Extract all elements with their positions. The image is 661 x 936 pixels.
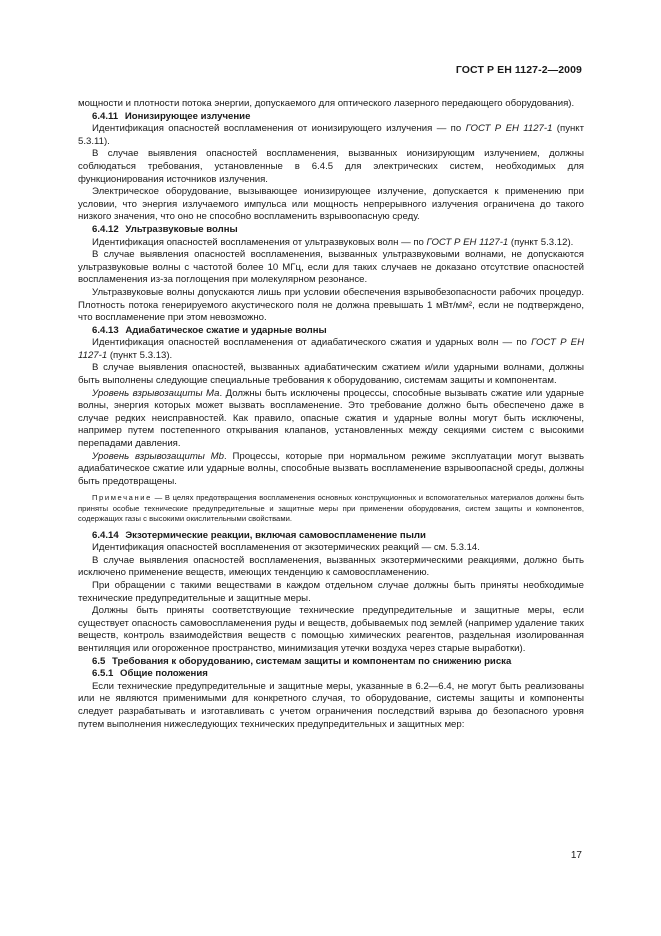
- reference-standard: ГОСТ Р ЕН 1127-1: [465, 123, 553, 135]
- reference-standard: ГОСТ Р ЕН 1127-1: [78, 337, 584, 361]
- section-title: Общие положения: [120, 668, 208, 680]
- paragraph: Ультразвуковые волны допускаются лишь при условии обеспечения взрывобезопасности рабочих процедур. Плотность потока генерируемого акустического поля не должна превышать 1 мВт/мм², если не подтверждено, что воспламенение при этом невозможно.: [78, 286, 584, 324]
- protection-level-label: Уровень взрывозащиты Mb: [92, 450, 224, 462]
- paragraph: В случае выявления опасностей, вызванных адиабатическим сжатием и/или ударными волнами, должны быть выполнены следующие специальные требования к оборудованию, системам защиты и компонентам.: [78, 362, 584, 387]
- paragraph: [78, 123, 584, 148]
- section-title: Ультразвуковые волны: [125, 223, 238, 235]
- paragraph: Идентификация опасностей воспламенения от экзотермических реакций — см. 5.3.14.: [92, 542, 480, 554]
- section-number: 6.5.1: [92, 668, 114, 680]
- text: (пункт 5.3.13).: [107, 349, 173, 361]
- text: Идентификация опасностей воспламенения от адиабатического сжатия и ударных волн — по: [92, 337, 532, 349]
- section-number: 6.4.12: [92, 223, 119, 235]
- paragraph-level-ma: [78, 388, 584, 451]
- note-label: Примечание: [92, 493, 152, 503]
- section-heading-6-4-14: [78, 530, 584, 543]
- section-heading-6-5: [78, 656, 584, 669]
- section-number: 6.4.11: [92, 110, 119, 122]
- note: [78, 493, 584, 524]
- text: . Должны быть исключены процессы, способные вызывать сжатие или ударные волны, энергия которых может вызвать воспламенение. Это требование должно быть обеспечено даже в случае редких неисправностей. Как правило, опасные сжатия и ударные волны могут быть исключены, например путем постепенного открывания клапанов, установленных между секциями систем с высокими перепадами давления.: [78, 387, 584, 450]
- section-heading-6-4-11: [78, 111, 584, 124]
- section-title: Адиабатическое сжатие и ударные волны: [125, 324, 327, 336]
- paragraph: Электрическое оборудование, вызывающее ионизирующее излучение, допускается к применению при условии, что энергия излучаемого импульса или мощность непрерывного излучения ограничена до такого низкого значения, что оно не способно воспламенить взрывоопасную среду.: [78, 186, 584, 223]
- document-header: ГОСТ Р ЕН 1127-2—2009: [455, 64, 582, 76]
- document-body: [78, 98, 584, 731]
- paragraph: При обращении с такими веществами в каждом отдельном случае должны быть приняты необходимые технические предупредительные и защитные меры.: [78, 580, 584, 604]
- section-heading-6-4-13: [78, 325, 584, 338]
- section-title: Экзотермические реакции, включая самовоспламенение пыли: [125, 529, 426, 541]
- section-number: 6.4.14: [92, 529, 119, 541]
- section-heading-6-5-1: [78, 668, 584, 681]
- section-title: Требования к оборудованию, системам защиты и компонентам по снижению риска: [112, 655, 512, 667]
- page-number: 17: [570, 850, 582, 861]
- paragraph: Если технические предупредительные и защитные меры, указанные в 6.2—6.4, не могут быть реализованы или не являются применимыми для конкретного случая, то оборудование, системы защиты и компоненты следует разрабатывать и изготавливать с учетом ограничения последствий взрыва до безопасного уровня путем выполнения нижеследующих технических предупредительных и защитных мер:: [78, 680, 584, 730]
- paragraph-continuation: мощности и плотности потока энергии, допускаемого для оптического лазерного передающего оборудования).: [78, 98, 575, 109]
- paragraph: [78, 337, 584, 362]
- paragraph: В случае выявления опасностей воспламенения, вызванных ультразвуковыми волнами, не допускаются ультразвуковые волны с частотой более 10 МГц, если для таких случаев не доказано отсутствие опасностей воспламенения из-за поглощения при молекулярном резонансе.: [78, 249, 584, 286]
- protection-level-label: Уровень взрывозащиты Ма: [92, 387, 220, 399]
- paragraph: В случае выявления опасностей воспламенения, вызванных ионизирующим излучением, должны соблюдаться требования, установленные в 6.4.5 для электрических систем, необходимых для функционирования источников излучения.: [78, 148, 584, 185]
- paragraph: [78, 237, 584, 250]
- paragraph: Должны быть приняты соответствующие технические предупредительные и защитные меры, если существует опасность самовоспламенения руды и веществ, добываемых под землей (например удаление таких веществ, контроль взаимодействия веществ с помощью химических реагентов, раздельная изолированная вентиляция или огороженное пространство, минимизация утечки воздуха через старые выработки).: [78, 605, 584, 654]
- paragraph: В случае выявления опасностей воспламенения, вызванных экзотермическими реакциями, должно быть исключено применение веществ, имеющих тенденцию к самовоспламенению.: [78, 554, 584, 579]
- text: . Процессы, которые при нормальном режиме эксплуатации могут вызвать адиабатическое сжатие или ударные волны, способные вызвать воспламенение взрывоопасной среды, должны быть предотвращены.: [78, 450, 584, 487]
- section-heading-6-4-12: [78, 224, 584, 237]
- text: (пункт 5.3.11).: [78, 123, 584, 147]
- section-number: 6.4.13: [92, 324, 119, 336]
- reference-standard: ГОСТ Р ЕН 1127-1: [426, 236, 509, 248]
- paragraph-level-mb: [78, 451, 584, 489]
- text: Идентификация опасностей воспламенения от ультразвуковых волн — по: [92, 236, 427, 248]
- section-title: Ионизирующее излучение: [124, 110, 251, 122]
- text: (пункт 5.3.12).: [508, 236, 574, 248]
- text: Идентификация опасностей воспламенения от ионизирующего излучения — по: [92, 123, 466, 135]
- note-text: — В целях предотвращения воспламенения основных конструкционных и вспомогательных материалов должны быть приняты особые технические предупредительные и защитные меры при применении оборудования, систем защиты и компонентов, содержащих газы с высокими окислительными свойствами.: [78, 493, 584, 524]
- section-number: 6.5: [92, 655, 106, 667]
